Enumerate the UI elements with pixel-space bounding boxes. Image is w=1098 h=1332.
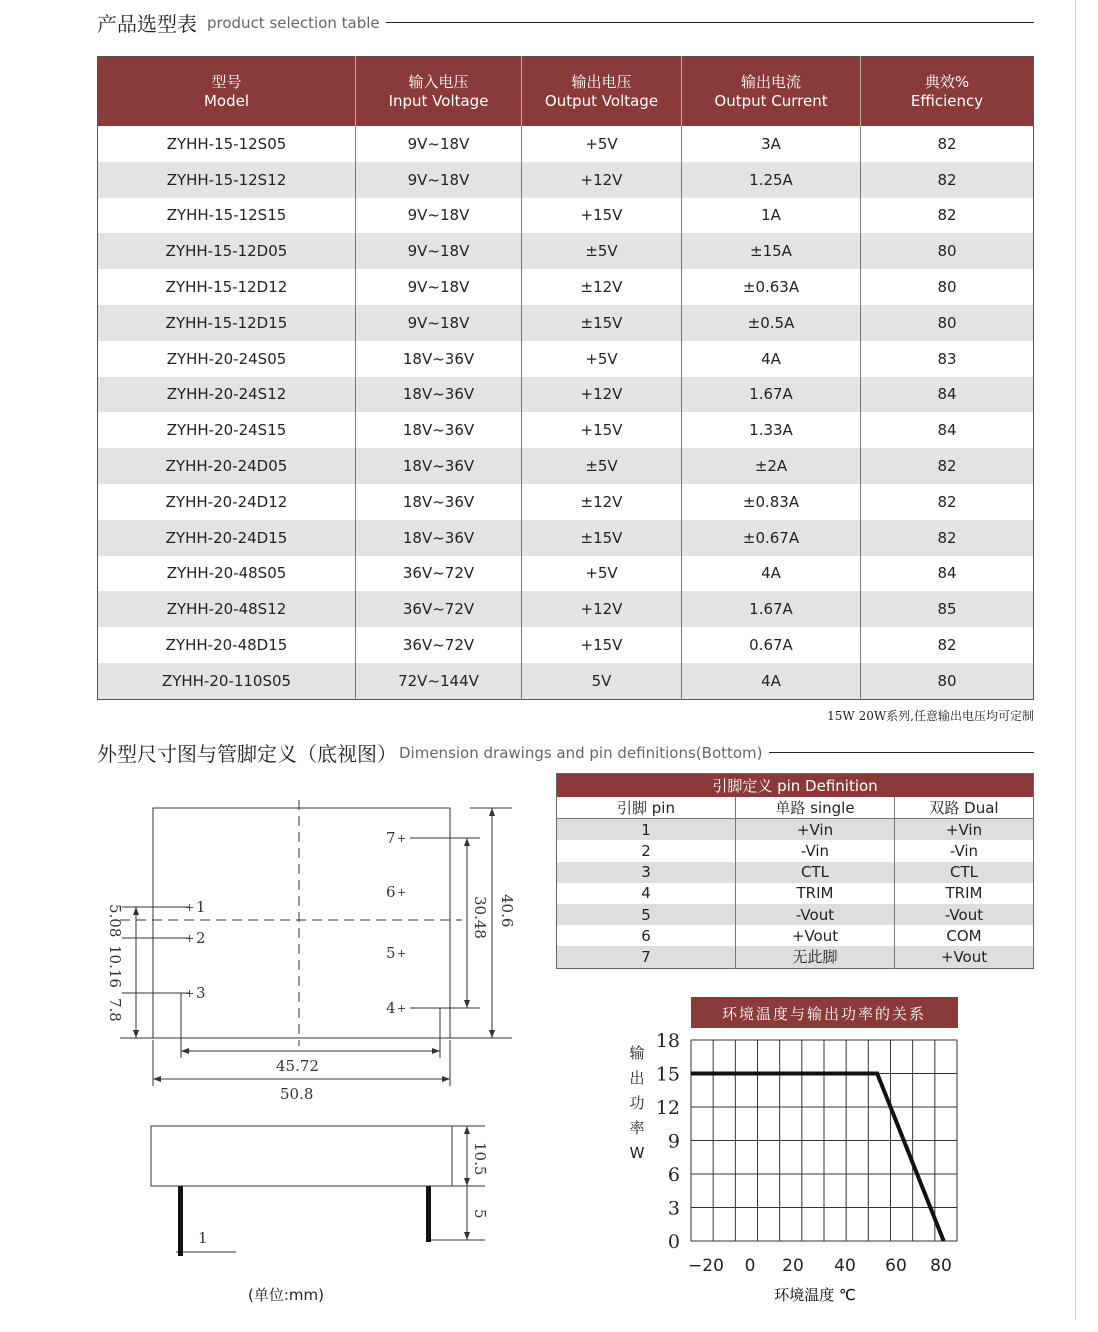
table-cell: ZYHH-20-24S12 — [98, 377, 356, 413]
dim-label: 5 — [471, 1209, 489, 1219]
dim-label: 40.6 — [498, 894, 516, 928]
svg-text:+: + — [397, 1002, 407, 1015]
table-cell: 9V~18V — [356, 305, 522, 341]
pin-cell: -Vin — [949, 841, 979, 860]
pin-label: 2 — [196, 929, 206, 947]
table-cell: ±2A — [682, 448, 861, 484]
table-cell: ZYHH-20-24D05 — [98, 448, 356, 484]
pin-cell: COM — [946, 926, 982, 945]
table-cell: ZYHH-15-12S05 — [98, 126, 356, 162]
pin-cell: 无此脚 — [736, 946, 895, 968]
table-cell: ZYHH-15-12S15 — [98, 198, 356, 234]
pin-cell: CTL — [895, 862, 1034, 883]
svg-text:+: + — [185, 987, 195, 1000]
table-cell: 3A — [682, 126, 861, 162]
x-tick-label: 60 — [885, 1256, 907, 1276]
pin-label: 1 — [196, 898, 206, 916]
table-cell: ZYHH-20-110S05 — [98, 663, 356, 699]
x-tick-label: −20 — [688, 1256, 724, 1276]
pin-label: 3 — [196, 984, 206, 1002]
x-tick-label: 40 — [834, 1256, 856, 1276]
y-tick-label: 0 — [667, 1231, 680, 1253]
dim-label: 5.08 — [106, 904, 124, 938]
table-cell: 80 — [861, 305, 1034, 341]
series-line — [691, 1074, 944, 1242]
pin-cell: -Vin — [736, 840, 895, 861]
col-output-voltage: 输出电压 Output Voltage — [522, 57, 682, 127]
pin-cell: TRIM — [736, 883, 895, 904]
col-model: 型号 Model — [98, 57, 356, 127]
dim-label: 45.72 — [276, 1057, 319, 1075]
table-cell: 5V — [522, 663, 682, 699]
table-cell: ±15A — [682, 233, 861, 269]
col-output-current: 输出电流 Output Current — [682, 57, 861, 127]
table-cell: 82 — [937, 206, 957, 225]
table-cell: 1.67A — [682, 591, 861, 627]
pin-cell: 3 — [557, 862, 736, 883]
table-cell: 18V~36V — [356, 377, 522, 413]
table-cell: 82 — [937, 636, 957, 655]
pin-label: 6 — [386, 883, 396, 901]
table-cell: 1.67A — [682, 377, 861, 413]
table-cell: ZYHH-20-24S05 — [98, 341, 356, 377]
table-cell: 18V~36V — [356, 448, 522, 484]
selection-title-cn: 产品选型表 — [97, 12, 197, 36]
table-cell: 9V~18V — [356, 126, 522, 162]
x-tick-label: 0 — [744, 1256, 756, 1276]
pin-table-caption: 引脚定义 pin Definition — [557, 774, 1034, 798]
table-cell: +15V — [522, 627, 682, 663]
page-edge-line — [1075, 0, 1076, 1320]
table-cell: 9V~18V — [356, 269, 522, 305]
table-cell: ZYHH-20-48S12 — [98, 591, 356, 627]
table-cell: 36V~72V — [356, 627, 522, 663]
table-cell: +12V — [522, 377, 682, 413]
table-cell: ZYHH-20-24D15 — [98, 520, 356, 556]
pin-table-header: 引脚 pin 单路 single 双路 Dual — [557, 797, 1034, 819]
pin-cell: TRIM — [945, 884, 983, 903]
pin-label: 7 — [386, 829, 396, 847]
pin-cell: +Vout — [736, 925, 895, 946]
table-cell: 83 — [937, 349, 957, 368]
chart-title: 环境温度与输出功率的关系 — [721, 1005, 927, 1023]
y-axis-label-char: 出 — [629, 1069, 645, 1087]
dim-label: 30.48 — [471, 896, 489, 939]
table-cell: +5V — [522, 341, 682, 377]
pin-cell: +Vin — [895, 819, 1034, 841]
pin-cell: -Vout — [895, 904, 1034, 925]
table-cell: 0.67A — [682, 627, 861, 663]
table-cell: ZYHH-20-24D12 — [98, 484, 356, 520]
pin-cell: CTL — [736, 862, 895, 883]
table-cell: 85 — [861, 591, 1034, 627]
y-axis-label-char: 输 — [629, 1044, 645, 1062]
pin-cell: 7 — [557, 946, 736, 968]
unit-label: (单位:mm) — [248, 1286, 324, 1304]
table-cell: ZYHH-20-48S05 — [98, 556, 356, 592]
table-cell: ±15V — [522, 520, 682, 556]
dim-label: 1 — [198, 1229, 208, 1247]
pin-label: 5 — [386, 944, 396, 962]
table-cell: 84 — [937, 564, 957, 583]
dimension-title-en: Dimension drawings and pin definitions(Bottom) — [399, 743, 763, 762]
table-cell: ±12V — [522, 484, 682, 520]
table-cell: 80 — [861, 233, 1034, 269]
selection-title-en: product selection table — [207, 13, 380, 32]
table-cell: ZYHH-15-12D15 — [98, 305, 356, 341]
table-cell: 1.25A — [682, 162, 861, 198]
chart-xlabel: 环境温度 ℃ — [774, 1286, 856, 1304]
dim-label: 50.8 — [280, 1085, 314, 1103]
pin-cell: +Vout — [895, 946, 1034, 968]
table-cell: +5V — [522, 126, 682, 162]
table-cell: 4A — [682, 341, 861, 377]
dim-label: 10.5 — [471, 1142, 489, 1176]
table-cell: 9V~18V — [356, 233, 522, 269]
table-cell: 84 — [937, 421, 957, 440]
dimension-title-cn: 外型尺寸图与管脚定义（底视图） — [97, 742, 397, 766]
table-cell: 9V~18V — [356, 162, 522, 198]
table-cell: 80 — [937, 278, 957, 297]
table-cell: ZYHH-15-12S12 — [98, 162, 356, 198]
table-cell: 72V~144V — [356, 663, 522, 699]
dim-label: 7.8 — [106, 998, 124, 1022]
table-cell: ±5V — [522, 233, 682, 269]
table-cell: ±0.63A — [682, 269, 861, 305]
table-cell: ±0.83A — [682, 484, 861, 520]
col-efficiency: 典效% Efficiency — [861, 57, 1034, 127]
table-cell: 18V~36V — [356, 341, 522, 377]
svg-text:+: + — [185, 932, 195, 945]
x-tick-label: 80 — [930, 1256, 952, 1276]
table-cell: +15V — [522, 412, 682, 448]
dim-label: 10.16 — [106, 945, 124, 988]
table-cell: +12V — [522, 162, 682, 198]
y-tick-label: 15 — [655, 1063, 680, 1086]
table-cell: ZYHH-20-48D15 — [98, 627, 356, 663]
svg-text:+: + — [185, 901, 195, 914]
pin-cell: -Vout — [736, 904, 895, 925]
table-cell: 84 — [861, 377, 1034, 413]
pin-cell: 2 — [557, 840, 736, 861]
y-axis-label-char: W — [629, 1144, 645, 1162]
y-tick-label: 6 — [667, 1164, 680, 1186]
table-cell: 1A — [682, 198, 861, 234]
table-cell: +5V — [522, 556, 682, 592]
y-tick-label: 12 — [655, 1097, 680, 1119]
table-cell: ZYHH-15-12D12 — [98, 269, 356, 305]
table-cell: ±12V — [522, 269, 682, 305]
table-cell: 82 — [861, 162, 1034, 198]
pin-cell: 6 — [557, 925, 736, 946]
table-cell: 1.33A — [682, 412, 861, 448]
table-cell: 18V~36V — [356, 520, 522, 556]
table-cell: 4A — [682, 663, 861, 699]
table-cell: 18V~36V — [356, 412, 522, 448]
y-tick-label: 18 — [655, 1030, 680, 1052]
pin-cell: 4 — [557, 883, 736, 904]
table-cell: 4A — [682, 556, 861, 592]
table-cell: 36V~72V — [356, 556, 522, 592]
pin-cell: 1 — [557, 819, 736, 841]
table-cell: ZYHH-20-24S15 — [98, 412, 356, 448]
svg-text:+: + — [397, 886, 407, 899]
svg-text:+: + — [397, 832, 407, 845]
y-axis-label-char: 功 — [629, 1094, 645, 1112]
table-cell: ±0.67A — [682, 520, 861, 556]
y-tick-label: 9 — [667, 1130, 680, 1153]
table-cell: 36V~72V — [356, 591, 522, 627]
table-cell: 82 — [861, 520, 1034, 556]
table-cell: 82 — [937, 492, 957, 511]
svg-text:+: + — [397, 947, 407, 960]
table-cell: 82 — [937, 134, 957, 153]
table-cell: +15V — [522, 198, 682, 234]
customization-note: 15W 20W系列,任意输出电压均可定制 — [827, 709, 1034, 723]
table-cell: ±5V — [522, 448, 682, 484]
table-cell: ±15V — [522, 305, 682, 341]
y-tick-label: 3 — [667, 1197, 680, 1220]
table-cell: 18V~36V — [356, 484, 522, 520]
table-cell: ±0.5A — [682, 305, 861, 341]
table-cell: 80 — [861, 663, 1034, 699]
col-input-voltage: 输入电压 Input Voltage — [356, 57, 522, 127]
table-cell: 82 — [861, 448, 1034, 484]
pin-cell: +Vin — [736, 819, 895, 841]
y-axis-label-char: 率 — [629, 1119, 645, 1137]
x-tick-label: 20 — [782, 1256, 804, 1276]
table-cell: +12V — [522, 591, 682, 627]
pin-cell: 5 — [557, 904, 736, 925]
table-cell: 9V~18V — [356, 198, 522, 234]
table-cell: ZYHH-15-12D05 — [98, 233, 356, 269]
pin-label: 4 — [386, 999, 396, 1017]
